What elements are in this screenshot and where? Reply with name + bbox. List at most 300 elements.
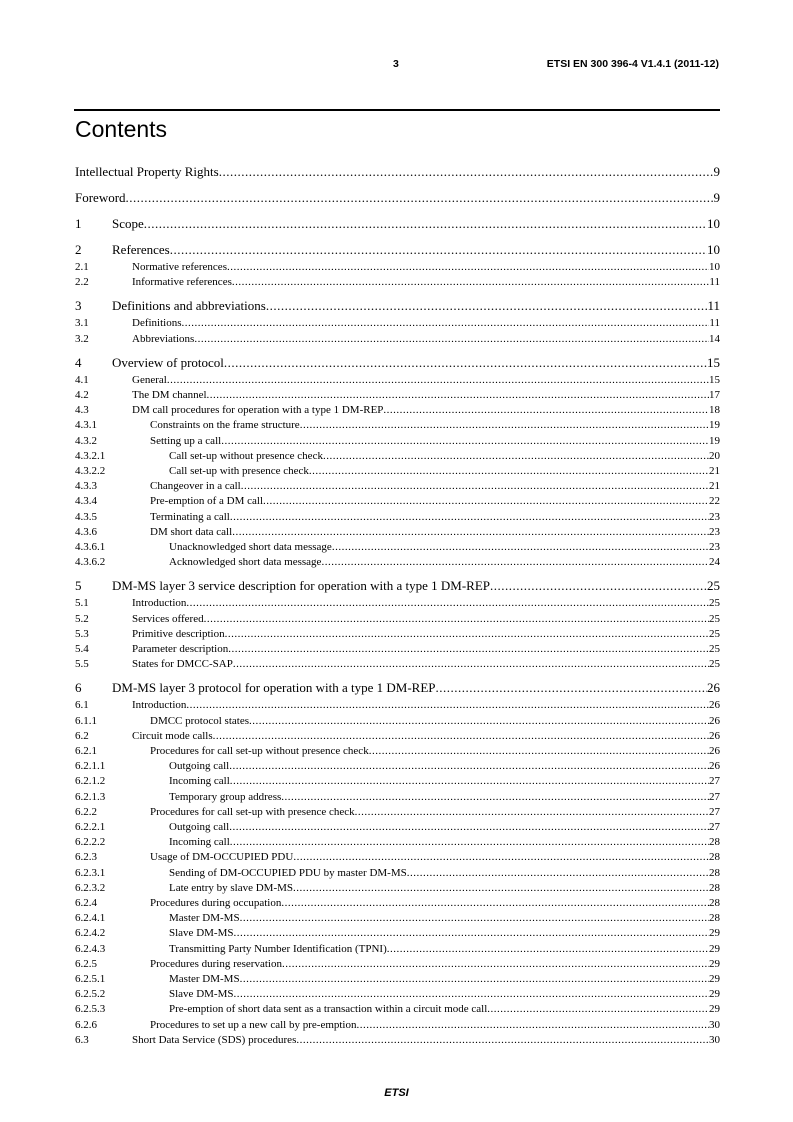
toc-leader-dots [227,260,709,274]
toc-entry-page: 28 [709,851,720,864]
toc-entry-number: 5.1 [75,597,89,610]
toc-entry-page: 11 [709,276,720,289]
toc-entry-page: 23 [709,525,720,538]
toc-entry-title-wrap [132,525,709,539]
toc-entry-number: 1 [75,216,82,231]
toc-entry-title-wrap [132,657,709,671]
toc-entry-number: 5.2 [75,612,89,625]
toc-entry-title-wrap [132,260,709,274]
toc-leader-dots [321,555,709,569]
toc-leader-dots [230,510,709,524]
toc-entry-title-wrap [132,403,709,417]
toc-entry-number: 6.2.5 [75,957,97,970]
toc-entry[interactable] [75,298,720,314]
toc-entry-page: 29 [709,973,720,985]
toc-entry-page: 10 [707,216,720,231]
toc-entry-title: Introduction [132,597,187,610]
toc-entry-page: 14 [709,332,720,345]
toc-entry-number: 4.3 [75,404,89,417]
toc-entry-number: 6.2.5.2 [75,988,106,1001]
toc-entry-title: DM-MS layer 3 protocol for operation with a type 1 DM-REP [112,680,436,696]
toc-entry-page: 19 [709,434,720,447]
toc-entry-title-wrap [132,774,709,788]
toc-entry-number: 6.2.1.3 [75,790,106,803]
toc-entry[interactable] [75,1002,720,1016]
toc-entry-title-wrap [132,464,709,478]
toc-entry-page: 18 [709,404,720,417]
toc-entry-title-wrap [132,820,709,834]
toc-entry-page: 25 [707,578,720,594]
toc-leader-dots [224,355,707,371]
toc-entry[interactable] [75,1018,720,1032]
toc-entry-title-wrap [112,216,707,232]
toc-leader-dots [293,850,709,864]
toc-entry[interactable] [75,744,720,758]
toc-leader-dots [240,972,709,986]
toc-leader-dots [219,164,714,180]
toc-entry-title-wrap [132,957,709,971]
toc-leader-dots [241,479,709,493]
toc-entry-title-wrap [112,355,707,371]
toc-entry-number: 6.2.1.2 [75,775,106,788]
toc-entry-number: 6.2.6 [75,1018,97,1031]
toc-entry-title: Temporary group address [169,790,282,803]
toc-leader-dots [387,942,709,956]
toc-leader-dots [240,911,709,925]
toc-entry[interactable] [75,1033,720,1047]
toc-entry-number: 6.2.4.1 [75,912,106,925]
toc-leader-dots [233,926,709,940]
toc-entry-title: Procedures for call set-up with presence check [150,805,355,818]
toc-leader-dots [194,332,709,346]
toc-leader-dots [281,896,709,910]
toc-entry-title-wrap [132,494,709,508]
toc-entry-title: Procedures for call set-up without presence check [150,745,369,757]
toc-entry-title-wrap [132,627,709,641]
toc-leader-dots [144,216,707,232]
footer-etsi: ETSI [384,1087,409,1099]
toc-leader-dots [296,1033,709,1047]
toc-leader-dots [332,540,709,554]
toc-leader-dots [266,298,708,314]
toc-entry-title: Call set-up with presence check [169,465,309,477]
toc-entry-title: Definitions and abbreviations [112,298,266,314]
toc-entry-title-wrap [132,790,709,804]
toc-entry-title: Procedures to set up a new call by pre-emption [150,1018,357,1031]
toc-leader-dots [323,449,709,463]
toc-entry-title: DM call procedures for operation with a type 1 DM-REP [132,404,384,417]
toc-entry[interactable] [75,820,720,834]
toc-entry-title-wrap [132,926,709,940]
toc-entry-page: 30 [709,1018,720,1031]
toc-leader-dots [232,525,709,539]
toc-leader-dots [436,680,707,696]
toc-entry-title-wrap [132,805,709,819]
toc-entry-title: Usage of DM-OCCUPIED PDU [150,851,294,864]
toc-entry-page: 27 [709,821,720,833]
toc-entry-title: The DM channel [132,389,207,401]
toc-entry-title-wrap [112,578,707,594]
toc-entry-title: Call set-up without presence check [169,449,323,462]
toc-entry[interactable] [75,612,720,626]
toc-entry[interactable] [75,242,720,258]
toc-leader-dots [229,759,709,773]
toc-entry[interactable] [75,680,720,696]
toc-entry-title: Transmitting Party Number Identification (TPNI) [169,942,387,955]
toc-entry-page: 29 [709,988,720,1001]
toc-entry-title: Outgoing call [169,760,230,773]
toc-entry[interactable] [75,164,720,180]
toc-leader-dots [282,957,709,971]
toc-leader-dots [207,388,709,402]
toc-entry-page: 25 [709,627,720,640]
toc-entry-title: Services offered [132,612,204,625]
toc-entry[interactable] [75,216,720,232]
toc-entry-title-wrap [132,744,709,758]
toc-entry-page: 22 [709,495,720,508]
toc-entry-page: 11 [709,317,720,330]
toc-entry[interactable] [75,388,720,402]
toc-entry-title: Constraints on the frame structure [150,419,300,432]
toc-leader-dots [249,714,709,728]
toc-entry-page: 25 [709,643,720,655]
toc-entry-title-wrap [132,479,709,493]
toc-entry-page: 21 [709,465,720,477]
toc-entry-page: 23 [709,510,720,523]
toc-entry[interactable] [75,759,720,773]
toc-entry[interactable] [75,373,720,387]
toc-entry[interactable] [75,464,720,478]
toc-entry-title: Definitions [132,317,182,330]
toc-leader-dots [369,744,709,758]
toc-entry[interactable] [75,332,720,346]
toc-entry[interactable] [75,449,720,463]
toc-entry-page: 25 [709,612,720,625]
toc-entry[interactable] [75,275,720,289]
toc-entry-number: 6.2.2.1 [75,821,106,833]
toc-leader-dots [221,434,709,448]
toc-entry[interactable] [75,881,720,895]
toc-entry-title-wrap [132,698,709,712]
toc-entry[interactable] [75,790,720,804]
toc-leader-dots [263,494,709,508]
toc-entry[interactable] [75,866,720,880]
toc-entry-number: 3.1 [75,317,89,330]
toc-entry[interactable] [75,510,720,524]
toc-entry-page: 28 [709,836,720,849]
toc-entry-title: Procedures during occupation [150,897,282,909]
toc-entry-title-wrap [75,164,714,180]
toc-entry[interactable] [75,942,720,956]
toc-entry[interactable] [75,434,720,448]
toc-entry-page: 10 [709,261,720,273]
toc-entry-title-wrap [132,911,709,925]
toc-entry-page: 27 [709,775,720,788]
page-title: Contents [75,116,168,142]
toc-entry-title: Acknowledged short data message [169,556,322,569]
toc-entry-title-wrap [132,1002,709,1016]
toc-leader-dots [126,190,714,206]
toc-entry-title: Pre-emption of a DM call [150,495,264,508]
toc-entry-number: 4.3.6.2 [75,556,106,569]
toc-entry-title: Terminating a call [150,510,230,523]
toc-entry-number: 6 [75,680,82,696]
toc-entry-page: 23 [709,541,720,553]
toc-leader-dots [293,881,709,895]
toc-entry[interactable] [75,835,720,849]
toc-entry[interactable] [75,850,720,864]
toc-leader-dots [186,596,709,610]
toc-entry-title: States for DMCC-SAP [132,658,233,671]
page-number: 3 [393,58,399,70]
toc-entry[interactable] [75,479,720,493]
toc-entry[interactable] [75,774,720,788]
toc-entry-title: Slave DM-MS [169,988,234,1001]
toc-entry-number: 4.3.2.2 [75,465,106,477]
toc-leader-dots [407,866,709,880]
toc-entry-title: General [132,373,167,386]
toc-entry-number: 4.3.2 [75,434,97,447]
toc-entry-page: 10 [707,242,720,257]
toc-leader-dots [204,612,709,626]
toc-entry-title-wrap [132,866,709,880]
toc-entry-title: Unacknowledged short data message [169,541,332,553]
toc-entry-number: 3 [75,298,82,314]
toc-entry[interactable] [75,627,720,641]
toc-entry-page: 25 [709,658,720,671]
toc-entry-title-wrap [132,555,709,569]
toc-entry-page: 29 [709,942,720,955]
toc-leader-dots [300,418,709,432]
toc-entry[interactable] [75,714,720,728]
toc-entry-page: 15 [707,354,720,370]
toc-entry-number: 4.3.4 [75,495,97,508]
toc-entry-title: DMCC protocol states [150,714,249,727]
toc-entry-title-wrap [132,729,709,743]
toc-entry-title-wrap [112,680,707,696]
toc-entry-title: Outgoing call [169,821,230,833]
toc-entry[interactable] [75,190,720,206]
toc-entry-title-wrap [112,298,707,314]
toc-entry-title-wrap [132,332,709,346]
toc-leader-dots [167,373,709,387]
toc-entry-number: 6.1 [75,699,89,712]
toc-entry-title: Master DM-MS [169,973,240,985]
toc-entry-title: Overview of protocol [112,354,224,370]
toc-entry-number: 6.1.1 [75,714,97,727]
toc-entry-title-wrap [132,1018,709,1032]
toc-entry-number: 4.3.2.1 [75,449,106,462]
toc-entry-page: 26 [709,729,720,742]
toc-entry-number: 2 [75,242,82,257]
toc-entry-page: 26 [709,760,720,773]
toc-entry[interactable] [75,972,720,986]
toc-entry-number: 6.2.3.2 [75,881,106,894]
toc-entry-title-wrap [132,418,709,432]
toc-entry-number: 6.2.4 [75,897,97,909]
toc-entry-number: 5.4 [75,643,89,655]
toc-leader-dots [170,242,707,258]
toc-entry-title: Pre-emption of short data sent as a transaction within a circuit mode call [169,1003,488,1016]
toc-entry-title-wrap [132,540,709,554]
toc-entry-number: 4 [75,354,82,370]
document-id: ETSI EN 300 396-4 V1.4.1 (2011-12) [546,58,719,70]
toc-entry-page: 27 [709,805,720,818]
toc-leader-dots [233,987,709,1001]
toc-leader-dots [281,790,709,804]
toc-entry-page: 9 [713,164,720,179]
toc-entry-title-wrap [132,642,709,656]
toc-entry[interactable] [75,578,720,594]
toc-entry[interactable] [75,555,720,569]
toc-entry[interactable] [75,260,720,274]
toc-entry-number: 6.2.4.2 [75,927,106,940]
toc-entry-title: Slave DM-MS [169,927,234,940]
toc-leader-dots [225,627,709,641]
toc-entry-page: 21 [709,480,720,493]
toc-entry-title-wrap [132,596,709,610]
toc-entry-title-wrap [132,942,709,956]
toc-entry-title: Abbreviations [132,332,195,345]
toc-entry-number: 5 [75,578,82,594]
toc-entry-number: 2.1 [75,261,89,273]
toc-entry-page: 29 [709,927,720,940]
toc-entry-number: 4.3.1 [75,419,97,432]
toc-entry[interactable] [75,911,720,925]
toc-entry-number: 6.2.4.3 [75,942,106,955]
toc-entry-number: 4.3.6.1 [75,541,106,553]
toc-entry-title-wrap [132,850,709,864]
toc-entry-number: 6.2.1 [75,745,97,757]
toc-entry-number: 4.3.6 [75,525,97,538]
toc-entry-title: Procedures during reservation [150,957,282,970]
toc-entry-page: 27 [709,790,720,803]
toc-entry-page: 19 [709,419,720,432]
toc-leader-dots [357,1018,710,1032]
toc-entry-page: 20 [709,449,720,462]
toc-entry-title: Informative references [132,276,232,289]
toc-entry-title-wrap [132,759,709,773]
toc-entry-number: 6.2.3.1 [75,866,106,879]
toc-entry[interactable] [75,729,720,743]
toc-entry-page: 30 [709,1033,720,1046]
toc-entry-page: 28 [709,881,720,894]
toc-entry[interactable] [75,896,720,910]
toc-leader-dots [309,464,709,478]
toc-entry-title-wrap [132,612,709,626]
toc-entry[interactable] [75,494,720,508]
toc-entry-number: 5.3 [75,627,89,640]
toc-entry-number: 6.2.2 [75,805,97,818]
toc-entry-page: 28 [709,866,720,879]
toc-entry-number: 4.2 [75,389,89,401]
toc-entry-number: 6.2.3 [75,851,97,864]
header-rule [74,109,720,111]
toc-entry[interactable] [75,642,720,656]
toc-entry-title: Setting up a call [150,434,222,447]
toc-entry-page: 28 [709,912,720,925]
toc-entry-page: 17 [709,389,720,401]
toc-entry-number: 6.2 [75,729,89,742]
toc-entry[interactable] [75,316,720,330]
toc-entry[interactable] [75,596,720,610]
toc-entry[interactable] [75,926,720,940]
toc-leader-dots [229,820,709,834]
toc-entry[interactable] [75,403,720,417]
toc-entry-page: 29 [709,1003,720,1016]
toc-entry-page: 9 [713,190,720,205]
toc-entry-title-wrap [132,373,709,387]
toc-entry-page: 26 [707,680,720,696]
toc-entry-title: Late entry by slave DM-MS [169,881,294,894]
toc-entry-title-wrap [132,388,709,402]
toc-entry-page: 26 [709,714,720,727]
toc-entry-title-wrap [132,510,709,524]
toc-leader-dots [383,403,709,417]
toc-entry-title: Master DM-MS [169,912,240,925]
toc-entry[interactable] [75,698,720,712]
toc-entry-title-wrap [132,1033,709,1047]
toc-entry-title-wrap [132,714,709,728]
toc-entry-title-wrap [132,449,709,463]
toc-entry-title-wrap [132,972,709,986]
toc-entry-page: 25 [709,597,720,610]
toc-entry[interactable] [75,418,720,432]
toc-entry-title-wrap [132,275,709,289]
toc-entry-title-wrap [132,881,709,895]
toc-entry-number: 6.2.5.3 [75,1003,106,1016]
toc-leader-dots [230,835,709,849]
toc-entry-number: 6.2.2.2 [75,836,106,849]
toc-entry-title-wrap [132,434,709,448]
toc-entry[interactable] [75,957,720,971]
toc-entry-number: 6.3 [75,1033,89,1046]
toc-entry[interactable] [75,657,720,671]
toc-entry-title: DM-MS layer 3 service description for operation with a type 1 DM-REP [112,578,491,594]
toc-entry-page: 28 [709,897,720,909]
toc-entry[interactable] [75,525,720,539]
toc-entry-title: Circuit mode calls [132,729,213,742]
toc-leader-dots [490,578,707,594]
toc-entry-number: 5.5 [75,658,89,671]
toc-entry-title: Incoming call [169,836,230,849]
toc-entry-title: Primitive description [132,627,225,640]
toc-entry[interactable] [75,540,720,554]
toc-leader-dots [230,774,709,788]
toc-entry-title-wrap [75,190,714,206]
toc-leader-dots [228,642,709,656]
toc-entry-title-wrap [132,987,709,1001]
toc-entry[interactable] [75,355,720,371]
toc-entry-number: 4.1 [75,373,89,386]
toc-entry-title: Foreword [75,190,126,205]
toc-entry-page: 29 [709,957,720,970]
toc-entry-title: Changeover in a call [150,480,241,493]
toc-entry-title: References [112,242,170,257]
toc-leader-dots [232,275,710,289]
toc-entry[interactable] [75,805,720,819]
toc-entry-title: Normative references [132,261,227,273]
toc-leader-dots [487,1002,709,1016]
toc-entry-title: Incoming call [169,775,230,788]
toc-entry-title: DM short data call [150,525,233,538]
toc-entry-title-wrap [132,316,709,330]
toc-entry[interactable] [75,987,720,1001]
toc-entry-title-wrap [132,835,709,849]
toc-leader-dots [182,316,710,330]
toc-entry-title: Introduction [132,699,187,712]
toc-entry-page: 26 [709,745,720,757]
